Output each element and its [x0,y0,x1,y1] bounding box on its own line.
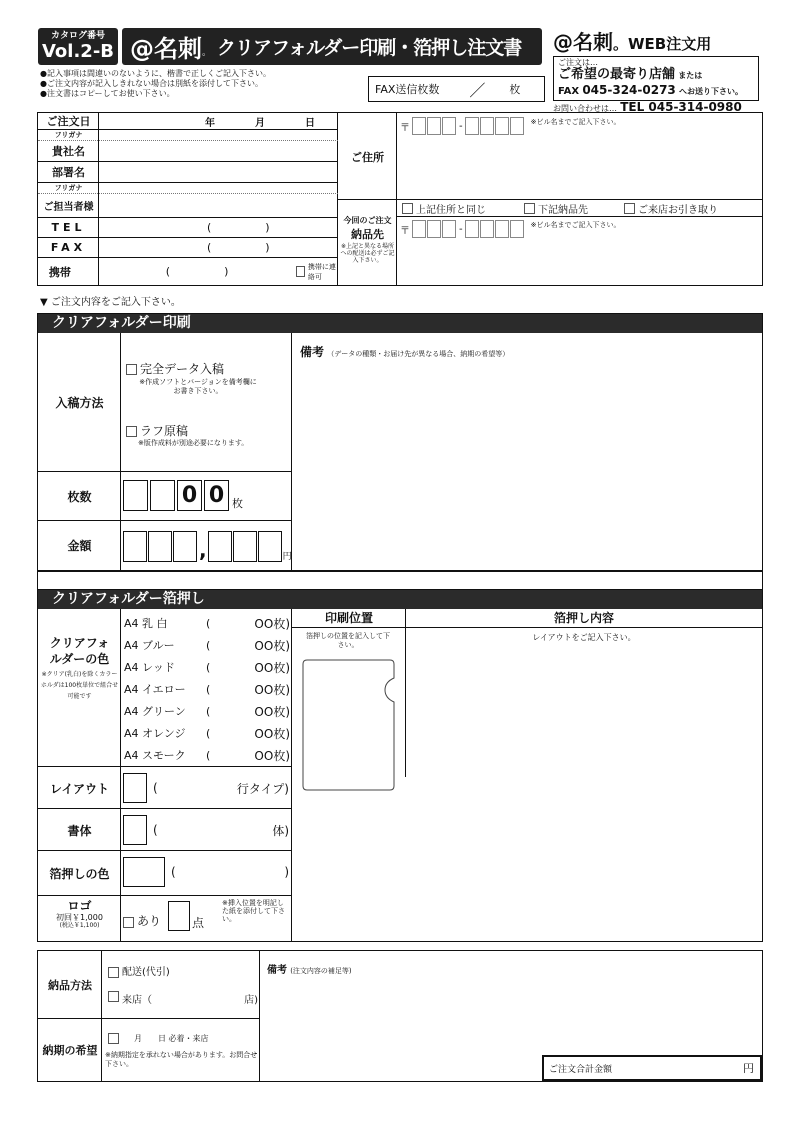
deadline-text: 月 日 必着・来店 [134,1034,209,1043]
logo-count-box[interactable] [168,901,190,931]
foil-color-input[interactable] [123,857,289,887]
postal-digit-box[interactable] [495,117,509,135]
print-section-title: クリアフォルダー印刷 [38,314,762,333]
building-note: ※ビル名までご記入下さい。 [530,118,621,126]
opt-rough: ラフ原稿 [140,424,189,438]
total-label: ご注文合計金額 [549,1064,613,1075]
color-paren: ( [206,704,211,718]
folder-diagram[interactable] [301,659,397,792]
color-paren: ( [206,638,211,652]
amount-digit-box[interactable] [148,531,172,562]
mobile-row[interactable] [38,258,338,285]
postal-digit-box[interactable] [427,117,441,135]
full-data-checkbox[interactable] [126,364,137,375]
delivery-options[interactable] [397,200,762,217]
color-paren: ( [206,748,211,762]
deadline-checkbox[interactable] [108,1033,119,1044]
catalog-badge [38,28,118,65]
opt-pickup: ご来店お引き取り [638,204,718,216]
font-paren: ( [153,823,158,837]
color-paren: ( [206,660,211,674]
logo-price-tax: (税込￥1,100) [59,922,100,929]
qty-digit-box[interactable]: 0 [177,480,202,511]
postal-digit-box[interactable] [427,220,441,238]
color-qty: OO枚) [254,704,290,719]
color-row[interactable] [122,656,290,678]
web-fax: 045-324-0273 [582,83,676,97]
instruction-text: ▼ ご注文内容をご記入下さい。 [40,297,181,308]
color-name: A4 レッド [124,661,175,674]
submit-method-label: 入稿方法 [55,396,104,410]
footer-remarks-note: (注文内容の補足等) [290,967,352,975]
footer-remarks[interactable] [267,961,352,976]
title-brand-suffix: 。 [202,48,212,58]
color-note: ※クリア(乳白)を除くカラーホルダは100枚単位で組合せ可能です [40,671,119,700]
mobile-contact-label: 携帯に連絡可 [307,262,336,281]
visit-checkbox[interactable] [108,991,119,1002]
order-year: 年 [205,117,215,129]
footer-remarks-label: 備考 [267,965,287,976]
postal-digit-box[interactable] [495,220,509,238]
web-order-box [553,56,759,101]
logo-checkbox[interactable] [123,917,134,928]
title-main: クリアフォルダー印刷・箔押し注文書 [217,37,522,59]
total-amount-box[interactable] [542,1055,762,1081]
opt-below: 下記納品先 [538,204,588,216]
color-row[interactable] [122,700,290,722]
web-order-block [553,26,768,114]
amount-digit-box[interactable] [173,531,197,562]
qty-digit-box[interactable] [123,480,148,511]
web-line2: ご希望の最寄り店舗 [558,67,676,82]
print-pos-header: 印刷位置 [292,609,406,628]
fax-paren-open: ( [207,241,212,254]
color-name: A4 イエロー [124,683,186,696]
layout-box[interactable] [123,773,147,803]
department-label: 部署名 [52,166,85,179]
company-row[interactable] [38,141,338,162]
color-row[interactable] [122,678,290,700]
fax-count-label: FAX送信枚数 [375,83,440,96]
total-unit: 円 [743,1062,754,1075]
mobile-label: 携帯 [48,265,71,279]
remarks-label: 備考 [300,345,325,359]
below-address-checkbox[interactable] [524,203,535,214]
submit-full-option[interactable] [126,360,224,377]
web-tel: TEL 045-314-0980 [620,100,742,114]
order-day: 日 [305,117,315,129]
postal-digit-box[interactable] [412,220,426,238]
deadline-input[interactable] [108,1033,209,1044]
foil-section-title: クリアフォルダー箔押し [38,590,762,609]
qty-unit: 枚 [232,497,243,510]
font-input[interactable] [123,815,289,845]
logo-unit: 点 [192,916,205,930]
furigana-label: フリガナ [54,184,83,192]
address-label: ご住所 [351,151,384,164]
print-pos-note: 箔押しの位置を記入して下さい。 [306,632,390,649]
web-fax-prefix: FAX [558,86,580,97]
tel-paren-close: ) [265,221,270,234]
layout-paren: ( [153,781,158,795]
print-remarks[interactable] [300,343,750,360]
web-line1: ご注文は… [558,58,598,67]
note-line: ●ご注文内容が記入しきれない場合は別紙を添付して下さい。 [40,79,263,88]
fax-paren-close: ) [265,241,270,254]
title-banner [122,28,542,65]
print-section [37,313,763,571]
tel-row[interactable] [38,218,338,238]
opt-ship: 配送(代引) [122,967,170,978]
amount-digit-box[interactable] [233,531,257,562]
tel-paren-open: ( [207,221,212,234]
visit-option[interactable] [108,991,258,1006]
address-postal[interactable]: 〒 - ※ビル名までご記入下さい。 [400,118,621,134]
order-month: 月 [255,117,265,129]
ship-option[interactable] [108,963,170,978]
tel-label: TEL [51,221,86,234]
content-note: レイアウトをご記入下さい。 [532,633,636,642]
postal-digit-box[interactable] [465,117,479,135]
color-name: A4 グリーン [124,705,186,718]
postal-mark: 〒 [400,225,410,237]
same-address-checkbox[interactable] [402,203,413,214]
opt-visit: 来店（ [122,995,152,1006]
layout-suffix: 行タイプ) [236,781,289,796]
postal-digit-box[interactable] [465,220,479,238]
footer-section [37,950,763,1082]
opt-full: 完全データ入稿 [140,362,225,376]
postal-digit-box[interactable] [480,220,494,238]
fax-count-separator: ／ [469,80,486,100]
opt-full-note: ※作成ソフトとバージョンを備考欄にお書き下さい。 [139,378,257,395]
web-title-suffix: 。WEB注文用 [613,35,712,53]
color-row[interactable] [122,744,290,766]
foil-color-paren-open: ( [171,865,176,879]
fax-label: FAX [50,241,87,254]
amount-comma: , [199,538,207,562]
folder-outline [303,660,394,790]
delivery-label2: 納品先 [351,228,384,241]
font-suffix: 体) [272,823,289,838]
postal-digit-box[interactable] [510,117,524,135]
color-qty: OO枚) [254,616,290,631]
rough-checkbox[interactable] [126,426,137,437]
web-fax-suffix: へお送り下さい。 [678,87,743,96]
postal-mark: 〒 [400,122,410,134]
color-name: A4 オレンジ [124,727,186,740]
font-box[interactable] [123,815,147,845]
department-row[interactable] [38,162,338,183]
amount-digit-box[interactable] [208,531,232,562]
web-title-brand: @名刺 [553,30,613,54]
logo-input[interactable] [123,901,204,931]
delivery-postal[interactable]: 〒 - ※ビル名までご記入下さい。 [400,221,621,237]
color-label: クリアフォルダーの色 [49,636,110,666]
delivery-note: ※上記と異なる場所への配送は必ずご記入下さい。 [340,243,395,264]
customer-info-table [37,112,763,286]
pickup-checkbox[interactable] [624,203,635,214]
foil-color-paren-close: ) [284,865,289,879]
logo-note: ※挿入位置を明記した紙を添付して下さい。 [222,899,285,923]
qty-digit-box[interactable] [150,480,175,511]
foil-color-label: 箔押しの色 [49,867,110,881]
logo-price: 初回￥1,000 [56,913,103,922]
title-brand: @名刺 [130,35,202,63]
amount-input[interactable] [123,531,292,562]
color-qty: OO枚) [254,748,290,763]
foil-section [37,571,763,942]
color-row[interactable] [122,612,290,634]
color-paren: ( [206,682,211,696]
remarks-note: （データの種類・お届け先が異なる場合、納期の希望等） [327,350,510,358]
color-qty: OO枚) [254,726,290,741]
qty-input[interactable] [123,480,243,511]
color-qty: OO枚) [254,638,290,653]
amount-label: 金額 [67,539,92,553]
color-row[interactable] [122,722,290,744]
fax-count-unit: 枚 [509,83,521,96]
deadline-label: 納期の希望 [42,1044,98,1057]
fax-row[interactable] [38,238,338,258]
opt-visit-suffix: 店) [244,995,258,1006]
qty-label: 枚数 [67,490,92,504]
catalog-label: カタログ番号 [50,31,105,41]
web-line2-suffix: または [678,71,703,80]
postal-digit-box[interactable] [480,117,494,135]
delivery-label1: 今回のご注文 [343,216,392,225]
layout-input[interactable] [123,773,289,803]
color-name: A4 乳 白 [124,617,168,630]
contact-label: ご担当者様 [43,202,94,213]
foil-color-box[interactable] [123,857,165,887]
catalog-number: Vol.2-B [41,41,115,62]
web-tel-prefix: お問い合わせは… [553,104,617,113]
qty-digit-box[interactable]: 0 [204,480,229,511]
mobile-paren-open: ( [165,265,171,278]
opt-same: 上記住所と同じ [416,204,486,216]
amount-unit: 円 [282,552,292,562]
contact-row[interactable] [38,194,338,218]
opt-rough-note: ※版作成料が別途必要になります。 [138,439,249,447]
mobile-paren-close: ) [224,265,229,278]
mobile-contact-checkbox[interactable] [296,266,304,277]
amount-digit-box[interactable] [123,531,147,562]
deadline-note: ※納期指定を承れない場合があります。お問合せ下さい。 [105,1051,258,1068]
note-line: ●記入事項は間違いのないように、楷書で正しくご記入下さい。 [40,69,271,78]
postal-digit-box[interactable] [442,117,456,135]
color-name: A4 スモーク [124,749,186,762]
postal-digit-box[interactable] [412,117,426,135]
color-qty: OO枚) [254,660,290,675]
color-list[interactable] [122,612,290,766]
color-row[interactable] [122,634,290,656]
delivery-method-label: 納品方法 [48,979,92,992]
color-qty: OO枚) [254,682,290,697]
header-notes [40,69,271,99]
order-date-label: ご注文日 [46,115,91,128]
color-name: A4 ブルー [124,639,175,652]
layout-label: レイアウト [49,781,110,796]
note-line: ●注文書はコピーしてお使い下さい。 [40,89,175,98]
ship-checkbox[interactable] [108,967,119,978]
content-header: 箔押し内容 [406,609,762,628]
fax-count-box[interactable] [368,76,545,102]
logo-label: ロゴ [67,899,92,913]
color-paren: ( [206,726,211,740]
amount-digit-box[interactable] [258,531,282,562]
furigana-label: フリガナ [54,131,83,139]
postal-digit-box[interactable] [442,220,456,238]
logo-opt: あり [137,914,162,928]
order-date-row[interactable] [38,113,338,130]
color-paren: ( [206,616,211,630]
company-label: 貴社名 [52,145,85,158]
submit-rough-option[interactable] [126,422,188,439]
postal-digit-box[interactable] [510,220,524,238]
font-label: 書体 [67,823,92,838]
building-note: ※ビル名までご記入下さい。 [530,221,621,229]
